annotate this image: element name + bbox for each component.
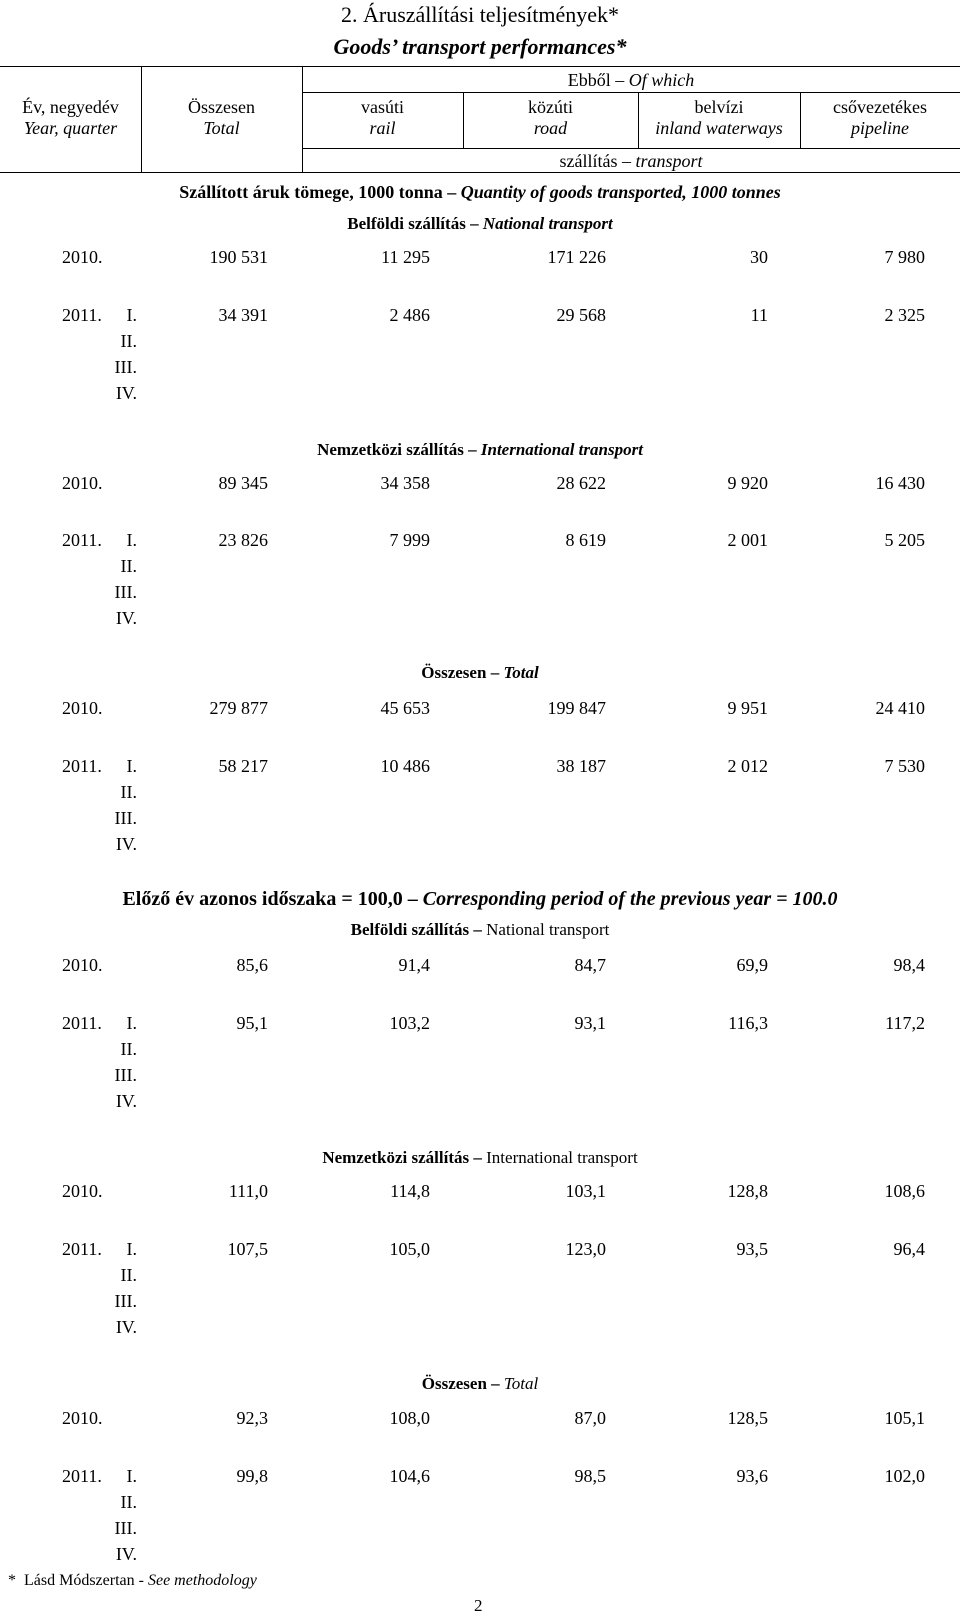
col-road-en: road [533, 118, 568, 138]
table-row [0, 808, 960, 832]
label-en: National transport [486, 920, 610, 939]
col-road-header [463, 97, 638, 139]
cell-inland: 93,5 [736, 1239, 768, 1259]
header-rule [302, 92, 960, 93]
row-year: 2011. [62, 756, 102, 776]
row-quarter: IV. [115, 608, 137, 628]
row-quarter: III. [114, 357, 137, 377]
cell-rail: 10 486 [380, 756, 430, 776]
section-label-international [0, 440, 960, 460]
table-row [0, 1317, 960, 1341]
table-row [0, 1013, 960, 1037]
col-rail-hu: vasúti [361, 97, 404, 117]
transport-label [302, 151, 960, 172]
cell-rail: 108,0 [389, 1408, 430, 1428]
col-year-en: Year, quarter [23, 118, 118, 138]
row-quarter: I. [126, 305, 137, 325]
col-pipeline-en: pipeline [851, 118, 909, 138]
cell-rail: 34 358 [380, 473, 430, 493]
col-pipeline-hu: csővezetékes [833, 97, 927, 117]
cell-pipeline: 96,4 [893, 1239, 925, 1259]
section-label-international [0, 1148, 960, 1168]
cell-inland: 69,9 [736, 955, 768, 975]
col-total-en: Total [203, 118, 240, 138]
row-quarter: II. [120, 1492, 137, 1512]
cell-pipeline: 105,1 [884, 1408, 925, 1428]
row-quarter: III. [114, 1291, 137, 1311]
dash: – [463, 440, 481, 459]
dash: – [469, 920, 487, 939]
label-en: National transport [482, 214, 613, 233]
section-label-total [0, 1374, 960, 1394]
heading-hu: Előző év azonos időszaka = 100,0 [122, 888, 403, 910]
cell-road: 28 622 [556, 473, 606, 493]
label-hu: Belföldi szállítás [347, 214, 466, 233]
col-inland-hu: belvízi [694, 97, 744, 117]
table-row [0, 1518, 960, 1542]
cell-total: 85,6 [236, 955, 268, 975]
cell-road: 38 187 [556, 756, 606, 776]
transport-en: transport [635, 151, 703, 171]
dash: – [465, 214, 483, 233]
table-row [0, 1091, 960, 1115]
cell-inland: 128,8 [727, 1181, 768, 1201]
title-hu: 2. Áruszállítási teljesítmények* [341, 2, 619, 27]
label-hu: Nemzetközi szállítás [322, 1148, 470, 1167]
row-quarter: I. [126, 530, 137, 550]
table-row [0, 608, 960, 632]
cell-total: 95,1 [236, 1013, 268, 1033]
cell-road: 29 568 [556, 305, 606, 325]
footnote-mark: * [8, 1572, 16, 1589]
table-row [0, 305, 960, 329]
cell-pipeline: 117,2 [885, 1013, 925, 1033]
row-quarter: II. [120, 556, 137, 576]
label-en: International transport [486, 1148, 638, 1167]
section-label-national [0, 920, 960, 940]
cell-pipeline: 102,0 [884, 1466, 925, 1486]
cell-inland: 93,6 [736, 1466, 768, 1486]
cell-pipeline: 108,6 [884, 1181, 925, 1201]
table-row [0, 782, 960, 806]
cell-pipeline: 7 980 [884, 247, 925, 267]
table-row [0, 1466, 960, 1490]
header-bottom-rule [0, 172, 960, 173]
row-quarter: III. [114, 808, 137, 828]
row-year: 2010. [62, 955, 103, 975]
section-label-total [0, 663, 960, 683]
row-quarter: IV. [115, 1317, 137, 1337]
footnote [8, 1572, 257, 1590]
row-year: 2010. [62, 1181, 103, 1201]
row-year: 2010. [62, 698, 103, 718]
row-quarter: II. [120, 782, 137, 802]
table-row [0, 756, 960, 780]
dash: – [610, 70, 629, 90]
table-row [0, 698, 960, 722]
table-row [0, 1408, 960, 1432]
cell-total: 34 391 [218, 305, 268, 325]
cell-road: 103,1 [565, 1181, 606, 1201]
table-row [0, 834, 960, 858]
table-row [0, 1239, 960, 1263]
row-quarter: IV. [115, 1544, 137, 1564]
cell-rail: 91,4 [398, 955, 430, 975]
cell-pipeline: 24 410 [875, 698, 925, 718]
row-quarter: I. [126, 756, 137, 776]
label-hu: Belföldi szállítás [350, 920, 470, 939]
cell-inland: 30 [750, 247, 768, 267]
dash: – [469, 1148, 487, 1167]
dash: – [486, 663, 504, 682]
cell-inland: 128,5 [727, 1408, 768, 1428]
cell-total: 89 345 [218, 473, 268, 493]
row-quarter: I. [126, 1239, 137, 1259]
of-which-label [302, 70, 960, 91]
col-year-hu: Év, negyedév [22, 97, 119, 117]
row-quarter: II. [120, 1039, 137, 1059]
heading-en: Quantity of goods transported, 1000 tonnes [460, 182, 781, 202]
cell-road: 98,5 [574, 1466, 606, 1486]
cell-rail: 11 295 [381, 247, 430, 267]
cell-total: 58 217 [218, 756, 268, 776]
table-row [0, 357, 960, 381]
transport-hu: szállítás [559, 151, 618, 171]
cell-total: 99,8 [236, 1466, 268, 1486]
row-year: 2010. [62, 473, 103, 493]
cell-rail: 45 653 [380, 698, 430, 718]
heading-hu: Szállított áruk tömege, 1000 tonna [179, 182, 443, 202]
cell-rail: 103,2 [389, 1013, 430, 1033]
cell-inland: 2 012 [727, 756, 768, 776]
label-en: Total [503, 663, 539, 682]
table-row [0, 383, 960, 407]
row-year: 2010. [62, 247, 103, 267]
col-inland-header [638, 97, 800, 139]
col-road-hu: közúti [528, 97, 573, 117]
cell-inland: 9 920 [727, 473, 768, 493]
label-en: International transport [480, 440, 643, 459]
table-row [0, 1291, 960, 1315]
table-row [0, 1181, 960, 1205]
heading-en: Corresponding period of the previous year = 100.0 [422, 888, 838, 910]
of-which-en: Of which [628, 70, 695, 90]
col-total-hu: Összesen [188, 97, 255, 117]
header-rule [302, 148, 960, 149]
row-year: 2010. [62, 1408, 103, 1428]
part2-heading [0, 888, 960, 911]
col-rail-en: rail [369, 118, 396, 138]
section-label-national [0, 214, 960, 234]
cell-road: 8 619 [565, 530, 606, 550]
cell-total: 279 877 [209, 698, 268, 718]
table-row [0, 247, 960, 271]
cell-inland: 2 001 [727, 530, 768, 550]
title-en: Goods’ transport performances* [333, 34, 627, 59]
cell-inland: 116,3 [728, 1013, 768, 1033]
cell-total: 190 531 [209, 247, 268, 267]
col-inland-en: inland waterways [655, 118, 783, 138]
label-hu: Nemzetközi szállítás [317, 440, 464, 459]
cell-road: 123,0 [565, 1239, 606, 1259]
cell-pipeline: 2 325 [884, 305, 925, 325]
row-quarter: III. [114, 582, 137, 602]
footnote-hu: Lásd Módszertan - [24, 1572, 148, 1589]
row-quarter: I. [126, 1466, 137, 1486]
table-row [0, 331, 960, 355]
row-quarter: IV. [115, 834, 137, 854]
table-row [0, 473, 960, 497]
col-year-header [0, 97, 141, 139]
table-row [0, 1492, 960, 1516]
cell-rail: 104,6 [389, 1466, 430, 1486]
cell-rail: 105,0 [389, 1239, 430, 1259]
page-subtitle [0, 34, 960, 60]
cell-road: 199 847 [547, 698, 606, 718]
cell-road: 171 226 [547, 247, 606, 267]
dash: – [617, 151, 636, 171]
row-year: 2011. [62, 530, 102, 550]
row-quarter: II. [120, 1265, 137, 1285]
footnote-en: See methodology [147, 1572, 257, 1589]
cell-total: 107,5 [227, 1239, 268, 1259]
cell-rail: 114,8 [390, 1181, 430, 1201]
col-total-header [141, 97, 302, 139]
dash: – [442, 182, 461, 202]
table-row [0, 955, 960, 979]
table-row [0, 1544, 960, 1568]
part1-heading [0, 182, 960, 203]
row-quarter: III. [114, 1518, 137, 1538]
dash: – [486, 1374, 504, 1393]
row-quarter: IV. [115, 1091, 137, 1111]
table-row [0, 1265, 960, 1289]
cell-rail: 2 486 [389, 305, 430, 325]
cell-pipeline: 7 530 [884, 756, 925, 776]
cell-pipeline: 5 205 [884, 530, 925, 550]
cell-road: 87,0 [574, 1408, 606, 1428]
page-title [0, 2, 960, 28]
row-year: 2011. [62, 1239, 102, 1259]
cell-road: 84,7 [574, 955, 606, 975]
cell-rail: 7 999 [389, 530, 430, 550]
table-row [0, 556, 960, 580]
of-which-hu: Ebből [567, 70, 611, 90]
cell-total: 111,0 [228, 1181, 268, 1201]
label-en: Total [503, 1374, 539, 1393]
cell-pipeline: 16 430 [875, 473, 925, 493]
row-year: 2011. [62, 1013, 102, 1033]
row-quarter: IV. [115, 383, 137, 403]
cell-road: 93,1 [574, 1013, 606, 1033]
table-row [0, 1065, 960, 1089]
label-hu: Összesen [421, 1374, 487, 1393]
label-hu: Összesen [421, 663, 487, 682]
cell-total: 23 826 [218, 530, 268, 550]
row-year: 2011. [62, 305, 102, 325]
table-row [0, 582, 960, 606]
col-rail-header [302, 97, 463, 139]
col-pipeline-header [800, 97, 960, 139]
dash: – [402, 888, 423, 910]
cell-pipeline: 98,4 [893, 955, 925, 975]
cell-inland: 11 [750, 305, 768, 325]
header-top-rule [0, 66, 960, 67]
page-number: 2 [474, 1596, 483, 1615]
table-row [0, 530, 960, 554]
row-quarter: III. [114, 1065, 137, 1085]
table-row [0, 1039, 960, 1063]
row-quarter: I. [126, 1013, 137, 1033]
row-quarter: II. [120, 331, 137, 351]
cell-inland: 9 951 [727, 698, 768, 718]
cell-total: 92,3 [236, 1408, 268, 1428]
row-year: 2011. [62, 1466, 102, 1486]
